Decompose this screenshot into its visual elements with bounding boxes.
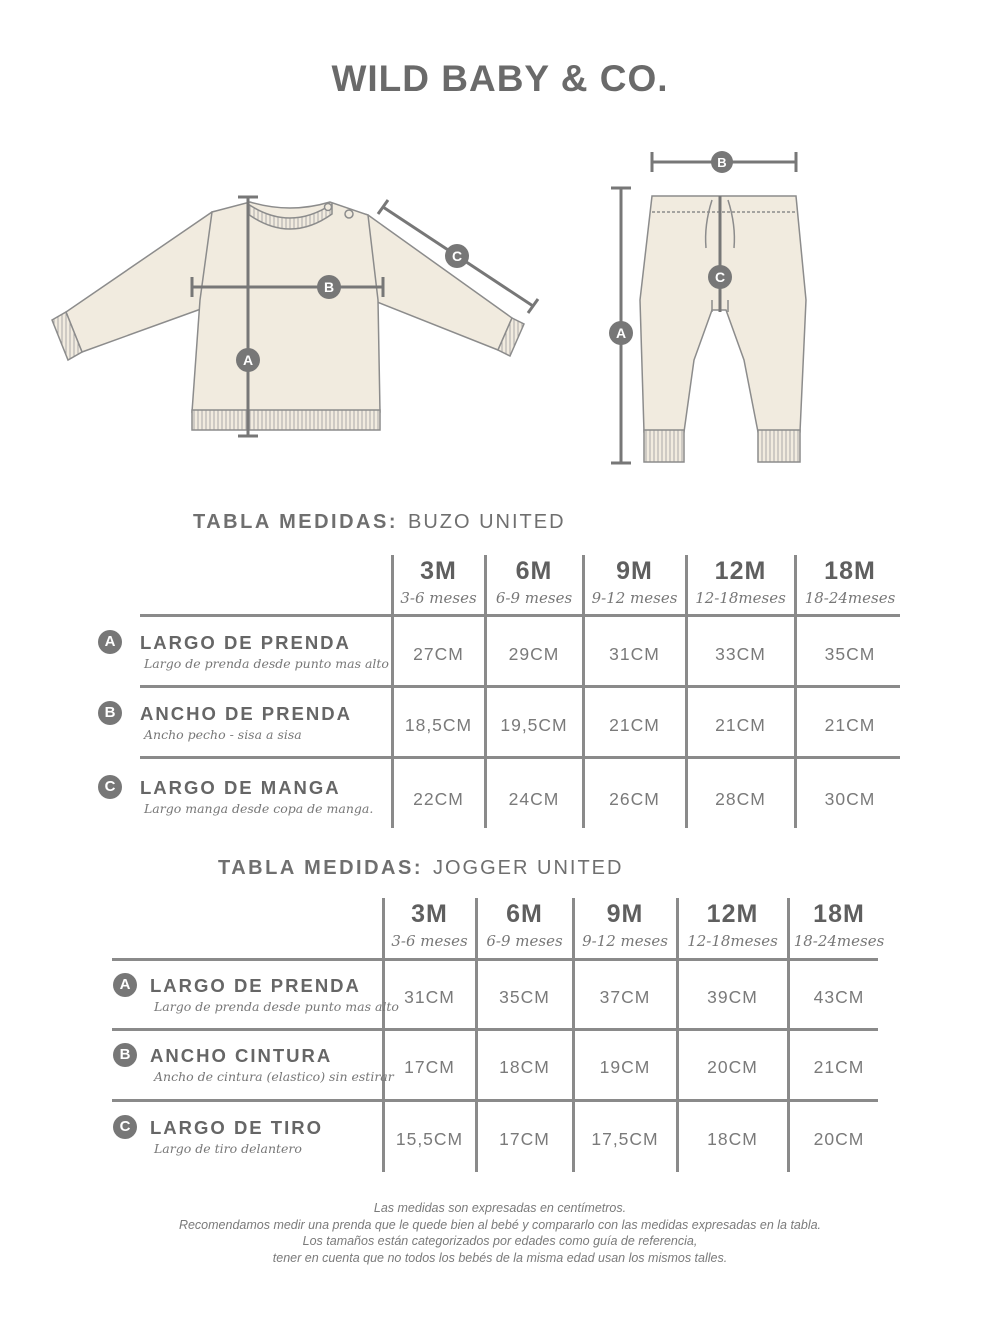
brand-title: WILD BABY & CO. — [331, 58, 669, 99]
row-title: LARGO DE PRENDA — [140, 632, 351, 653]
row-description: Largo de tiro delantero — [154, 1141, 302, 1156]
jogger-drawing — [640, 196, 806, 462]
row-divider — [112, 958, 878, 961]
row-description: Ancho pecho - sisa a sisa — [144, 727, 302, 742]
row-letter-badge: A — [98, 630, 122, 654]
svg-text:A: A — [615, 325, 627, 341]
buzo-table-title — [193, 511, 566, 534]
table-cell: 21CM — [813, 1057, 865, 1077]
table-cell: 26CM — [609, 789, 660, 809]
buzo-table-title-main: TABLA MEDIDAS: — [193, 511, 398, 533]
row-letter-badge: C — [113, 1115, 137, 1139]
svg-text:B: B — [717, 155, 727, 170]
table-cell: 21CM — [715, 715, 766, 735]
size-header: 9M — [606, 900, 644, 928]
table-cell: 33CM — [715, 644, 766, 664]
table-cell: 21CM — [824, 715, 876, 735]
table-cell: 22CM — [413, 789, 464, 809]
jogger-label-a — [609, 321, 633, 345]
jogger-label-c — [708, 265, 732, 289]
row-title: LARGO DE TIRO — [150, 1117, 323, 1138]
table-cell: 24CM — [508, 789, 560, 809]
sweater-label-a — [236, 348, 260, 372]
row-letter-badge: A — [113, 973, 137, 997]
size-range: 6-9 meses — [486, 932, 563, 950]
table-cell: 35CM — [499, 987, 550, 1007]
table-cell: 35CM — [824, 644, 876, 664]
size-range: 6-9 meses — [495, 589, 573, 607]
table-cell: 31CM — [609, 644, 660, 664]
table-cell: 18CM — [499, 1057, 550, 1077]
svg-text:B: B — [323, 279, 335, 295]
table-cell: 39CM — [707, 987, 758, 1007]
row-title: LARGO DE MANGA — [140, 777, 341, 798]
table-cell: 37CM — [599, 987, 651, 1007]
table-cell: 20CM — [707, 1057, 758, 1077]
row-title: LARGO DE PRENDA — [150, 975, 361, 996]
row-letter-badge: B — [98, 701, 122, 725]
row-title: ANCHO DE PRENDA — [140, 703, 352, 724]
column-divider — [582, 555, 585, 828]
row-description: Largo manga desde copa de manga. — [144, 801, 374, 816]
size-header: 6M — [506, 900, 543, 928]
size-range: 3-6 meses — [391, 932, 468, 950]
sweater-label-b — [317, 275, 341, 299]
row-letter-badge: B — [113, 1043, 137, 1067]
size-header: 18M — [813, 900, 865, 928]
footer-note — [0, 1200, 1000, 1266]
table-cell: 19,5CM — [500, 715, 568, 735]
size-range: 9-12 meses — [591, 589, 678, 607]
size-header: 18M — [824, 557, 876, 585]
jogger-table-title-main: TABLA MEDIDAS: — [218, 857, 423, 879]
svg-text:A: A — [242, 352, 254, 368]
column-divider — [484, 555, 487, 828]
footer-line-1: Las medidas son expresadas en centímetros. — [373, 1201, 627, 1215]
column-divider — [685, 555, 688, 828]
row-divider — [112, 1028, 878, 1031]
table-cell: 28CM — [715, 789, 766, 809]
table-cell: 27CM — [413, 644, 464, 664]
row-divider — [140, 756, 900, 759]
size-header: 6M — [515, 557, 553, 585]
column-divider — [391, 555, 394, 828]
footer-line-2: Recomendamos medir una prenda que le quede bien al bebé y compararlo con las medidas expresadas en la tabla. — [178, 1217, 822, 1232]
svg-text:C: C — [451, 248, 463, 264]
jogger-table-title-sub: JOGGER UNITED — [432, 857, 624, 879]
row-title: ANCHO CINTURA — [150, 1045, 333, 1066]
table-cell: 43CM — [813, 987, 865, 1007]
size-range: 18-24meses — [804, 589, 896, 607]
size-range: 3-6 meses — [400, 589, 477, 607]
jogger-label-b — [711, 151, 733, 173]
row-letter-badge: C — [98, 775, 122, 799]
table-cell: 29CM — [508, 644, 560, 664]
table-cell: 19CM — [599, 1057, 651, 1077]
column-divider — [794, 555, 797, 828]
row-divider — [112, 1099, 878, 1102]
row-description: Ancho de cintura (elastico) sin estirar — [154, 1069, 394, 1084]
size-header: 12M — [706, 900, 759, 928]
row-divider — [140, 614, 900, 617]
size-range: 12-18meses — [687, 932, 778, 950]
table-cell: 18,5CM — [404, 715, 473, 735]
sweater-drawing — [52, 202, 524, 430]
table-cell: 17CM — [404, 1057, 455, 1077]
footer-line-4: tener en cuenta que no todos los bebés de la misma edad usan los mismos talles. — [272, 1250, 728, 1265]
size-range: 18-24meses — [793, 932, 885, 950]
size-range: 12-18meses — [695, 589, 786, 607]
size-header: 3M — [411, 900, 448, 928]
table-cell: 30CM — [824, 789, 876, 809]
table-cell: 17CM — [499, 1129, 550, 1149]
svg-text:C: C — [714, 269, 726, 285]
row-description: Largo de prenda desde punto mas alto — [144, 656, 389, 671]
sweater-label-c — [445, 244, 469, 268]
table-cell: 21CM — [609, 715, 660, 735]
table-cell: 20CM — [813, 1129, 865, 1149]
jogger-table-title — [218, 857, 623, 880]
size-header: 9M — [616, 557, 653, 585]
garment-illustration — [0, 0, 1000, 480]
size-range: 9-12 meses — [582, 932, 668, 950]
row-description: Largo de prenda desde punto mas alto — [154, 999, 399, 1014]
footer-line-3: Los tamaños están categorizados por edades como guía de referencia, — [302, 1234, 698, 1248]
size-header: 12M — [714, 557, 767, 585]
size-header: 3M — [420, 557, 457, 585]
table-cell: 31CM — [404, 987, 455, 1007]
buzo-table-title-sub: BUZO UNITED — [407, 511, 566, 533]
table-cell: 17,5CM — [591, 1129, 659, 1149]
row-divider — [140, 685, 900, 688]
table-cell: 15,5CM — [395, 1129, 464, 1149]
table-cell: 18CM — [707, 1129, 758, 1149]
